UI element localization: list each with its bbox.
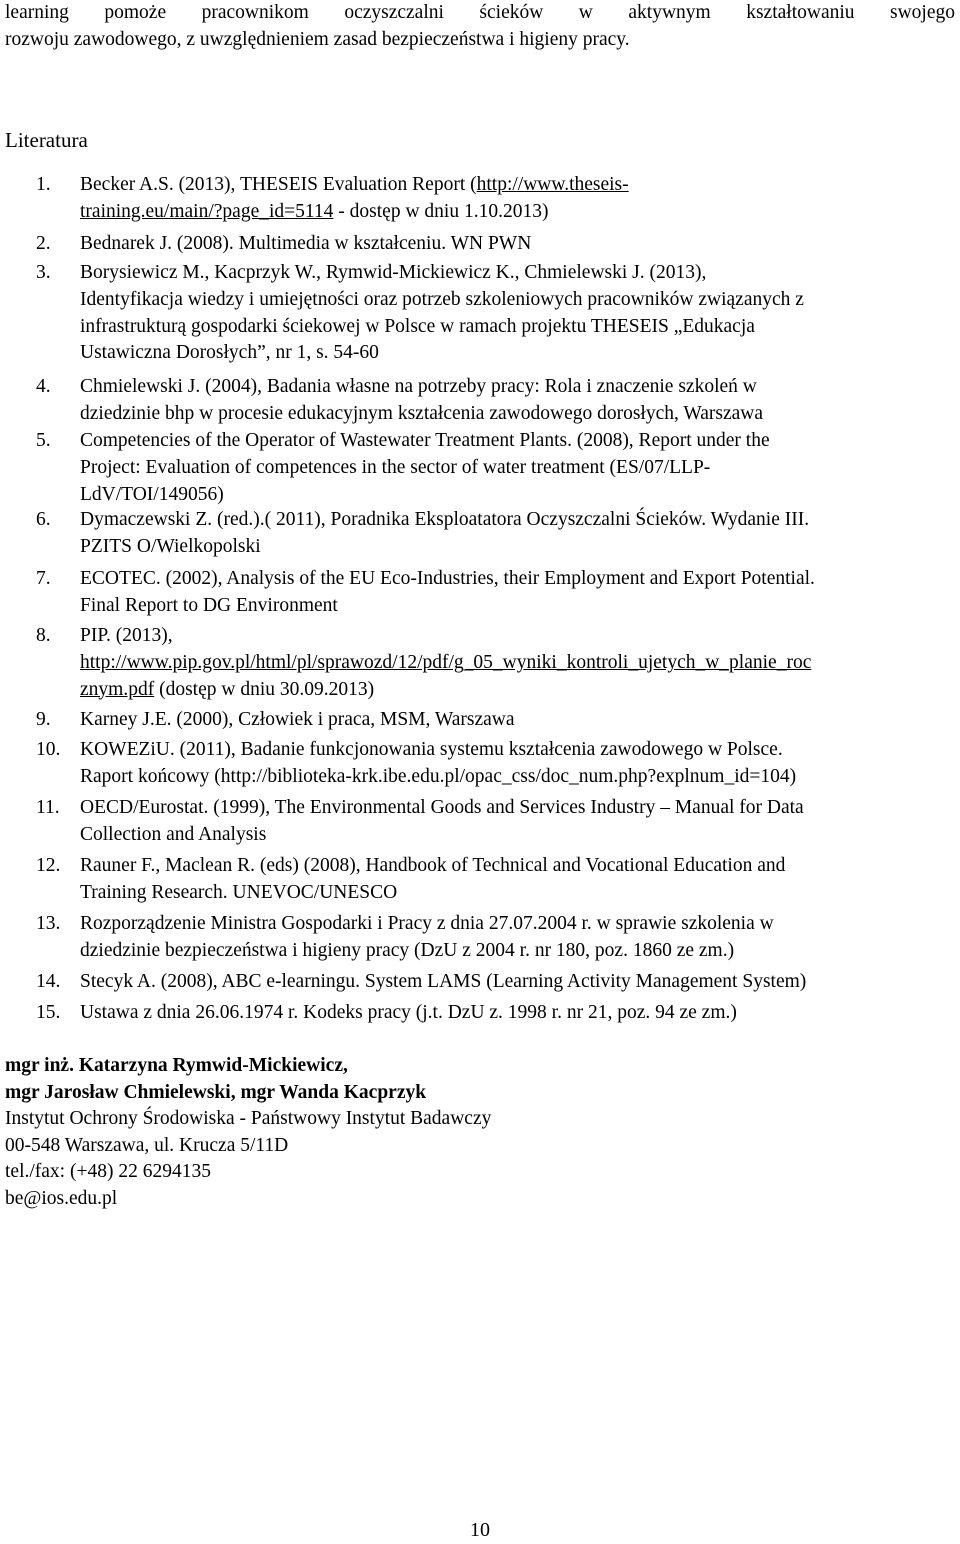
reference-line: Raport końcowy (http://biblioteka-krk.ibe.edu.pl/opac_css/doc_num.php?explnum_id=104) [80, 765, 797, 787]
reference-line: infrastrukturą gospodarki ściekowej w Polsce w ramach projektu THESEIS „Edukacja [80, 315, 755, 337]
reference-line: dziedzinie bezpieczeństwa i higieny pracy (DzU z 2004 r. nr 180, poz. 1860 ze zm.) [80, 939, 735, 961]
author-line-1 [5, 1053, 955, 1080]
author-name: . Katarzyna Rymwid-Mickiewicz, [69, 1055, 348, 1076]
reference-number: 14. [36, 971, 61, 992]
reference-line: Chmielewski J. (2004), Badania własne na potrzeby pracy: Rola i znaczenie szkoleń w [80, 376, 757, 397]
contact-email[interactable]: be@ios.edu.pl [5, 1187, 118, 1209]
institution-address: 00-548 Warszawa, ul. Krucza 5/11D [5, 1134, 289, 1156]
reference-link[interactable]: http://www.pip.gov.pl/html/pl/sprawozd/12/pdf/g_05_wyniki_kontroli_ujetych_w_planie_roc [80, 651, 812, 673]
reference-text [80, 707, 958, 734]
reference-line: dziedzinie bhp w procesie edukacyjnym kształcenia zawodowego dorosłych, Warszawa [80, 402, 764, 424]
reference-line: Project: Evaluation of competences in the sector of water treatment (ES/07/LLP- [80, 456, 711, 478]
intro-line-1: learning pomoże pracownikom oczyszczalni ścieków w aktywnym kształtowaniu swojego [5, 2, 955, 23]
reference-line: Dymaczewski Z. (red.).( 2011), Poradnika Eksploatatora Oczyszczalni Ścieków. Wydanie III. [80, 509, 810, 530]
reference-line: Rauner F., Maclean R. (eds) (2008), Handbook of Technical and Vocational Education and [80, 855, 786, 876]
reference-line: Identyfikacja wiedzy i umiejętności oraz potrzeb szkoleniowych pracowników związanych z [80, 288, 804, 310]
reference-text [80, 260, 958, 367]
reference-line: Final Report to DG Environment [80, 594, 338, 616]
reference-line: Rozporządzenie Ministra Gospodarki i Pracy z dnia 27.07.2004 r. w sprawie szkolenia w [80, 913, 774, 934]
intro-paragraph [5, 0, 955, 54]
reference-text [80, 231, 958, 258]
reference-line: Collection and Analysis [80, 823, 267, 845]
reference-line: Competencies of the Operator of Wastewater Treatment Plants. (2008), Report under the [80, 430, 770, 451]
reference-line: ECOTEC. (2002), Analysis of the EU Eco-Industries, their Employment and Export Potential. [80, 568, 815, 589]
author-block [5, 1053, 955, 1212]
reference-text [80, 911, 958, 965]
reference-number: 7. [36, 568, 51, 589]
reference-line: LdV/TOI/149056) [80, 483, 224, 505]
reference-number: 13. [36, 913, 61, 934]
reference-text [80, 428, 958, 508]
contact-phone: tel./fax: (+48) 22 6294135 [5, 1161, 211, 1182]
reference-number: 1. [36, 174, 51, 195]
reference-number: 8. [36, 625, 51, 646]
reference-link[interactable]: znym.pdf [80, 678, 155, 700]
reference-link[interactable]: http://www.theseis- [476, 174, 629, 195]
reference-number: 5. [36, 430, 51, 451]
reference-line: Becker A.S. (2013), THESEIS Evaluation Report ( [80, 174, 477, 195]
reference-line: Bednarek J. (2008). Multimedia w kształceniu. WN PWN [80, 233, 532, 254]
reference-text [80, 795, 958, 849]
reference-number: 3. [36, 262, 51, 283]
reference-text [80, 374, 958, 428]
reference-text [80, 507, 958, 561]
reference-number: 4. [36, 376, 51, 397]
reference-line: Stecyk A. (2008), ABC e-learningu. System LAMS (Learning Activity Management System) [80, 971, 807, 992]
reference-text [80, 566, 958, 620]
reference-link[interactable]: training.eu/main/?page_id=5114 [80, 200, 334, 222]
reference-text [80, 1000, 958, 1027]
reference-text [80, 172, 958, 226]
reference-line: OECD/Eurostat. (1999), The Environmental Goods and Services Industry – Manual for Data [80, 797, 804, 818]
reference-text [80, 623, 958, 703]
reference-line: - dostęp w dniu 1.10.2013) [333, 200, 549, 222]
reference-number: 6. [36, 509, 51, 530]
reference-line: Ustawa z dnia 26.06.1974 r. Kodeks pracy (j.t. DzU z. 1998 r. nr 21, poz. 94 ze zm.) [80, 1002, 737, 1023]
reference-text [80, 737, 958, 791]
author-title: mgr inż [5, 1055, 70, 1076]
reference-text [80, 969, 958, 996]
reference-number: 10. [36, 739, 61, 760]
author-line-2: mgr Jarosław Chmielewski, mgr Wanda Kacprzyk [5, 1081, 427, 1103]
reference-number: 12. [36, 855, 61, 876]
reference-number: 15. [36, 1002, 61, 1023]
reference-line: Ustawiczna Dorosłych”, nr 1, s. 54-60 [80, 342, 379, 364]
page-number: 10 [470, 1519, 490, 1541]
reference-text [80, 853, 958, 907]
reference-line: Borysiewicz M., Kacprzyk W., Rymwid-Mickiewicz K., Chmielewski J. (2013), [80, 262, 707, 283]
reference-line: Karney J.E. (2000), Człowiek i praca, MSM, Warszawa [80, 709, 515, 730]
reference-number: 2. [36, 233, 51, 254]
reference-line: PZITS O/Wielkopolski [80, 535, 261, 557]
reference-line: Training Research. UNEVOC/UNESCO [80, 881, 398, 903]
reference-number: 9. [36, 709, 51, 730]
reference-number: 11. [36, 797, 60, 818]
reference-line: (dostęp w dniu 30.09.2013) [154, 678, 375, 700]
reference-line: KOWEZiU. (2011), Badanie funkcjonowania systemu kształcenia zawodowego w Polsce. [80, 739, 783, 760]
section-heading-literatura: Literatura [5, 128, 88, 152]
institution-name: Instytut Ochrony Środowiska - Państwowy Instytut Badawczy [5, 1108, 492, 1129]
reference-line: PIP. (2013), [80, 625, 173, 646]
intro-line-2: rozwoju zawodowego, z uwzględnieniem zasad bezpieczeństwa i higieny pracy. [5, 28, 630, 50]
